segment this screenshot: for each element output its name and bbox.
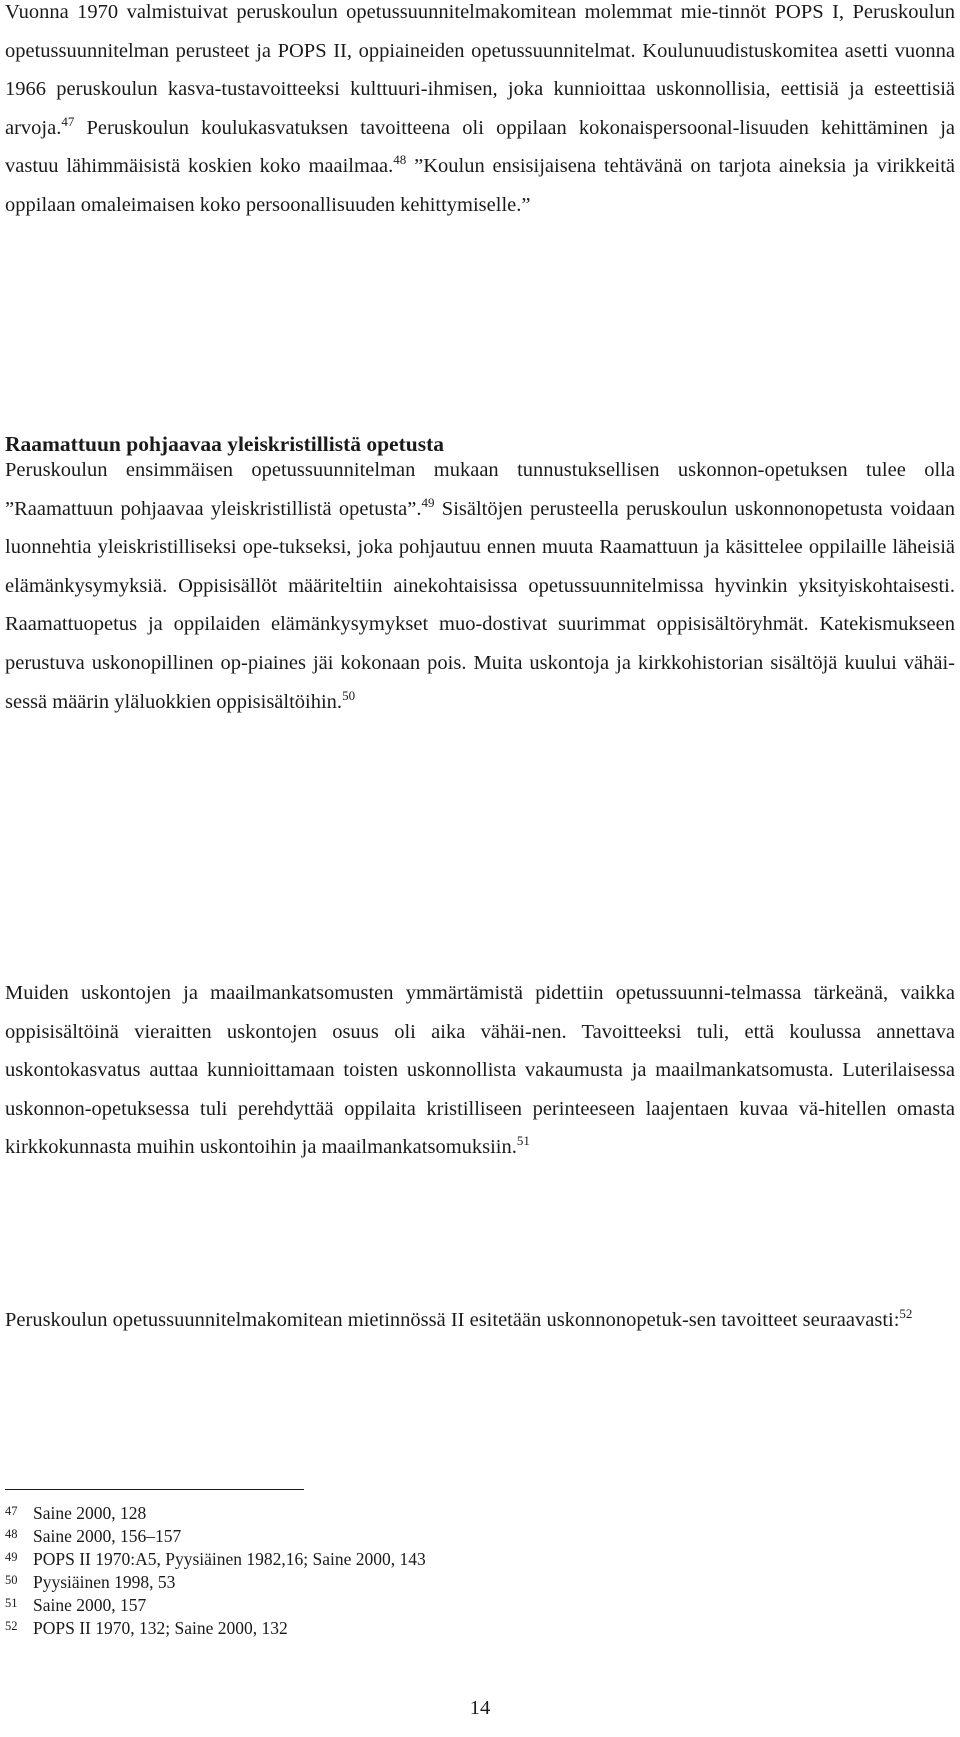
footnote-text: Saine 2000, 156–157 <box>33 1526 182 1546</box>
footnote-reference[interactable]: 50 <box>342 687 356 703</box>
footnote-number: 47 <box>5 1504 18 1518</box>
footnote-number: 51 <box>5 1596 18 1610</box>
paragraph-committee-goals <box>5 1301 955 1340</box>
footnote-list <box>5 1502 705 1640</box>
footnote-divider <box>5 1489 304 1490</box>
paragraph-text: Vuonna 1970 valmistuivat peruskoulun opetussuunnitelmakomitean molemmat mie-tinnöt POPS I, Peruskoulun opetussuunnitelman perusteet ja POPS II, oppiaineiden opetussuunnitelmat. Koulunuudistuskomitea asetti vuonna 1966 peruskoulun kasva-tustavoitteeksi kulttuuri-ihmisen, joka kunnioittaa uskonnollisia, eettisiä ja esteettisiä arvoja. <box>5 1 955 139</box>
paragraph-other-religions <box>5 974 955 1167</box>
footnote-reference[interactable]: 51 <box>516 1133 530 1149</box>
footnote-text: POPS II 1970:A5, Pyysiäinen 1982,16; Saine 2000, 143 <box>33 1549 426 1569</box>
paragraph-text: Peruskoulun opetussuunnitelmakomitean mietinnössä II esitetään uskonnonopetuk-sen tavoitteet seuraavasti: <box>5 1309 900 1331</box>
footnote-reference[interactable]: 47 <box>61 113 75 129</box>
footnote-text: Saine 2000, 157 <box>33 1595 147 1615</box>
footnote-reference[interactable]: 48 <box>393 152 407 168</box>
footnote-reference[interactable]: 52 <box>899 1306 913 1322</box>
footnote-item <box>5 1571 705 1594</box>
footnote-number: 52 <box>5 1619 18 1633</box>
paragraph-text: Muiden uskontojen ja maailmankatsomusten ymmärtämistä pidettiin opetussuunni-telmassa tärkeänä, vaikka oppisisältöinä vieraitten uskontojen osuus oli aika vähäi-nen. Tavoitteeksi tuli, että koulussa annettava uskontokasvatus auttaa kunnioittamaan toisten uskonnollista vakaumusta ja maailmankatsomusta. Luterilaisessa uskonnon-opetuksessa tuli perehdyttää oppilaita kristilliseen perinteeseen laajentaen kuvaa vä-hitellen omasta kirkkokunnasta muihin uskontoihin ja maailmankatsomuksiin. <box>5 982 955 1159</box>
page-number: 14 <box>469 1697 491 1719</box>
footnote-text: POPS II 1970, 132; Saine 2000, 132 <box>33 1618 288 1638</box>
footnote-text: Pyysiäinen 1998, 53 <box>33 1572 176 1592</box>
footnote-item <box>5 1617 705 1640</box>
paragraph-text: Peruskoulun koulukasvatuksen tavoitteena oli oppilaan kokonaispersoonal-lisuuden kehittäminen ja vastuu lähimmäisistä koskien koko maailmaa. <box>5 116 955 178</box>
footnote-text: Saine 2000, 128 <box>33 1503 147 1523</box>
paragraph-text: ”Koulun ensisijaisena tehtävänä on tarjota aineksia ja virikkeitä oppilaan omaleimaisen koko persoonallisuuden kehittymiselle.” <box>5 155 956 216</box>
paragraph-text: Sisältöjen perusteella peruskoulun uskonnonopetusta voidaan luonnehtia yleiskristilliseksi ope-tukseksi, joka pohjautuu ennen muuta Raamattuun ja käsittelee oppilaille läheisiä elämänkysymyksiä. Oppisisällöt määriteltiin ainekohtaisissa opetussuunnitelmissa hyvinkin yksityiskohtaisesti. Raamattuopetus ja oppilaiden elämänkysymykset muo-dostivat suurimmat oppisisältöryhmät. Katekismukseen perustuva uskonopillinen op-piaines jäi kokonaan pois. Muita uskontoja ja kirkkohistorian sisältöjä kuului vähäi-sessä määrin yläluokkien oppisisältöihin. <box>5 497 955 713</box>
section-heading: Raamattuun pohjaavaa yleiskristillistä opetusta <box>5 432 444 456</box>
footnote-item <box>5 1594 705 1617</box>
paragraph-curriculum-content <box>5 451 955 721</box>
footnote-number: 48 <box>5 1527 18 1541</box>
paragraph-text: Peruskoulun ensimmäisen opetussuunnitelman mukaan tunnustuksellisen uskonnon-opetuksen tulee olla ”Raamattuun pohjaavaa yleiskristillistä opetusta”. <box>5 459 955 520</box>
footnote-number: 49 <box>5 1550 18 1564</box>
footnote-item <box>5 1548 705 1571</box>
footnote-reference[interactable]: 49 <box>421 494 435 510</box>
footnote-item <box>5 1502 705 1525</box>
footnote-number: 50 <box>5 1573 18 1587</box>
footnote-item <box>5 1525 705 1548</box>
paragraph-pops-history <box>5 0 955 225</box>
